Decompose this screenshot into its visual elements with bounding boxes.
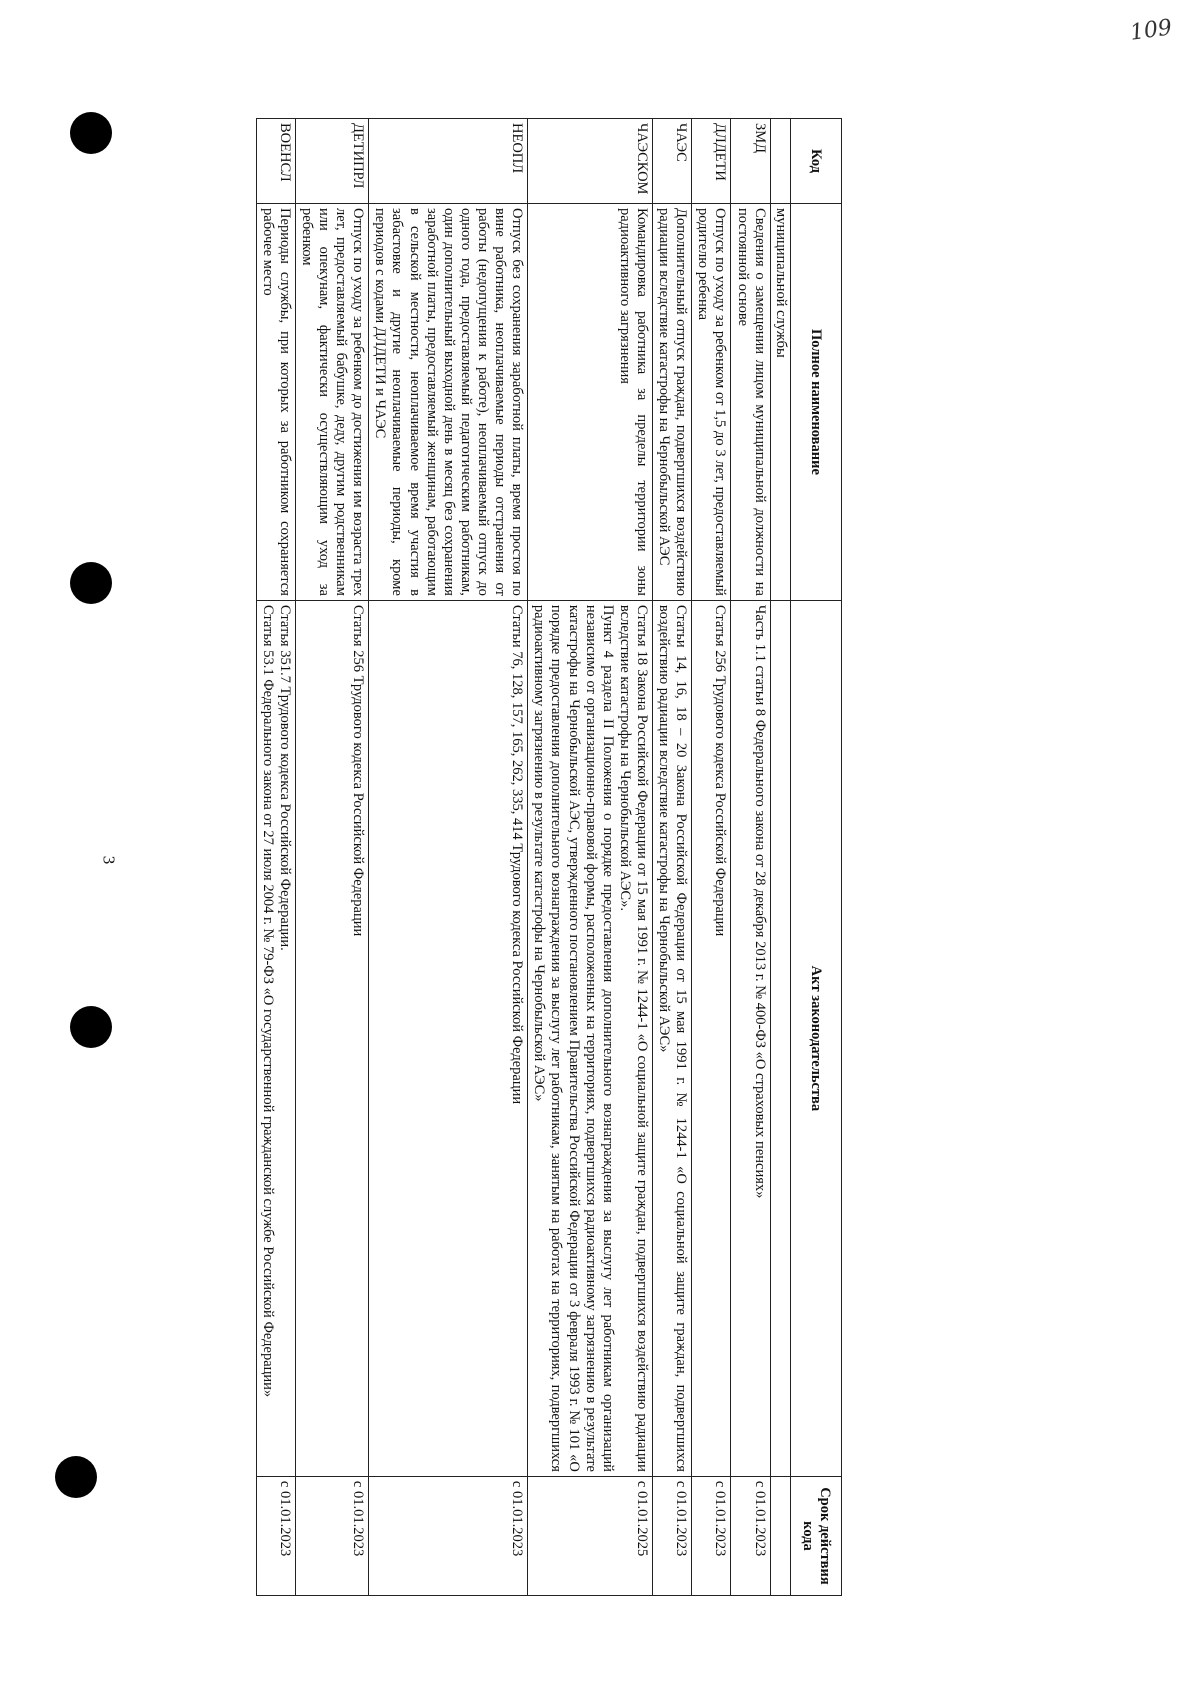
punch-hole-lower [70, 1006, 112, 1048]
table-row [731, 119, 770, 1596]
act-paragraph: Статья 351.7 Трудового кодекса Российской Федерации. [276, 604, 293, 951]
header-term: Срок действия кода [790, 1476, 841, 1595]
cell-name: Отпуск по уходу за ребенком до достижения им возраста трех лет, предоставляемый бабушке, деду, другим родственникам или опекунам, фактически осуществляющим уход за ребенком [295, 204, 368, 601]
act-paragraph: Статьи 14, 16, 18 – 20 Закона Российской Федерации от 15 мая 1991 г. № 1244-1 «О социальной защите граждан, подвергшихся воздействию радиации вследствие катастрофы на Чернобыльской АЭС» [656, 604, 690, 1472]
table-row [369, 119, 528, 1596]
cell-name: Дополнительный отпуск граждан, подвергшихся воздействию радиации вследствие катастрофы на Чернобыльской АЭС [653, 204, 692, 601]
page-number: 3 [99, 855, 119, 865]
cell-name: Периоды службы, при которых за работником сохраняется рабочее место [256, 204, 295, 601]
cell-code: ЧАЭС [653, 119, 692, 204]
cell-term: с 01.01.2023 [731, 1476, 770, 1595]
act-paragraph: Статья 18 Закона Российской Федерации от 15 мая 1991 г. № 1244-1 «О социальной защите граждан, подвергшихся воздействию радиации вследствие катастрофы на Чернобыльской АЭС». [616, 604, 651, 1472]
cell-code: ЗМД [731, 119, 770, 204]
act-paragraph: Статья 256 Трудового кодекса Российской Федерации [712, 604, 729, 937]
cell-code: ЧАЭСКОМ [528, 119, 653, 204]
act-paragraph: Статьи 76, 128, 157, 165, 262, 335, 414 Трудового кодекса Российской Федерации [509, 604, 526, 1105]
cell-term: с 01.01.2025 [528, 1476, 653, 1595]
cell-act [369, 600, 528, 1476]
handwritten-page-number: 109 [1128, 15, 1174, 46]
act-paragraph: Статья 53.1 Федерального закона от 27 июля 2004 г. № 79-ФЗ «О государственной гражданской службе Российской Федерации» [259, 604, 276, 1398]
punch-hole-middle [70, 562, 112, 604]
cell-code [770, 119, 790, 204]
codes-table [256, 118, 842, 1596]
header-code: Код [790, 119, 841, 204]
cell-act [770, 600, 790, 1476]
punch-hole-bottom [55, 1456, 97, 1498]
table-row [653, 119, 692, 1596]
cell-name: Отпуск по уходу за ребенком от 1,5 до 3 лет, предоставляемый родителю ребенка [692, 204, 731, 601]
act-paragraph: Часть 1.1 статьи 8 Федерального закона от 28 декабря 2013 г. № 400-ФЗ «О страховых пенсиях» [751, 604, 768, 1199]
table-row [528, 119, 653, 1596]
cell-code: ДЕТИПРЛ [295, 119, 368, 204]
table-row [295, 119, 368, 1596]
header-act: Акт законодательства [790, 600, 841, 1476]
cell-term: с 01.01.2023 [256, 1476, 295, 1595]
cell-code: НЕОПЛ [369, 119, 528, 204]
header-name: Полное наименование [790, 204, 841, 601]
punch-hole-top [70, 112, 112, 154]
cell-term: с 01.01.2023 [692, 1476, 731, 1595]
cell-name: Командировка работника за пределы территории зоны радиоактивного загрязнения [528, 204, 653, 601]
rotated-table-container [150, 118, 842, 1596]
cell-name: муниципальной службы [770, 204, 790, 601]
cell-act [528, 600, 653, 1476]
cell-code: ВОЕНСЛ [256, 119, 295, 204]
cell-act [653, 600, 692, 1476]
cell-term [770, 1476, 790, 1595]
cell-term: с 01.01.2023 [369, 1476, 528, 1595]
cell-term: с 01.01.2023 [653, 1476, 692, 1595]
act-paragraph: Пункт 4 раздела II Положения о порядке предоставления дополнительного вознаграждения за выслугу лет работникам организаций независимо от организационно-правовой формы, расположенных на территориях, подвергшихся радиоактивному загрязнению в результате катастрофы на Чернобыльской АЭС, утвержденного постановлением Правительства Российской Федерации от 3 февраля 1993 г. № 101 «О порядке предоставления дополнительного вознаграждения за выслугу лет работникам, занятым на работах на территориях, подвергшихся радиоактивному загрязнению в результате катастрофы на Чернобыльской АЭС» [531, 604, 616, 1472]
continuation-row [770, 119, 790, 1596]
cell-name: Отпуск без сохранения заработной платы, время простоя по вине работника, неоплачиваемые периоды отстранения от работы (недопущения к работе), неоплачиваемый отпуск до одного года, предоставляемый педагогическим работникам, один дополнительный выходной день в месяц без сохранения заработной платы, предоставляемый женщинам, работающим в сельской местности, неоплачиваемое время участия в забастовке и другие неоплачиваемые периоды, кроме периодов с кодами ДЛДЕТИ и ЧАЭС [369, 204, 528, 601]
cell-act [692, 600, 731, 1476]
table-header-row [790, 119, 841, 1596]
cell-act [256, 600, 295, 1476]
act-paragraph: Статья 256 Трудового кодекса Российской Федерации [350, 604, 367, 937]
table-row [256, 119, 295, 1596]
cell-name: Сведения о замещении лицом муниципальной должности на постоянной основе [731, 204, 770, 601]
cell-code: ДЛДЕТИ [692, 119, 731, 204]
table-row [692, 119, 731, 1596]
cell-act [295, 600, 368, 1476]
cell-term: с 01.01.2023 [295, 1476, 368, 1595]
cell-act [731, 600, 770, 1476]
